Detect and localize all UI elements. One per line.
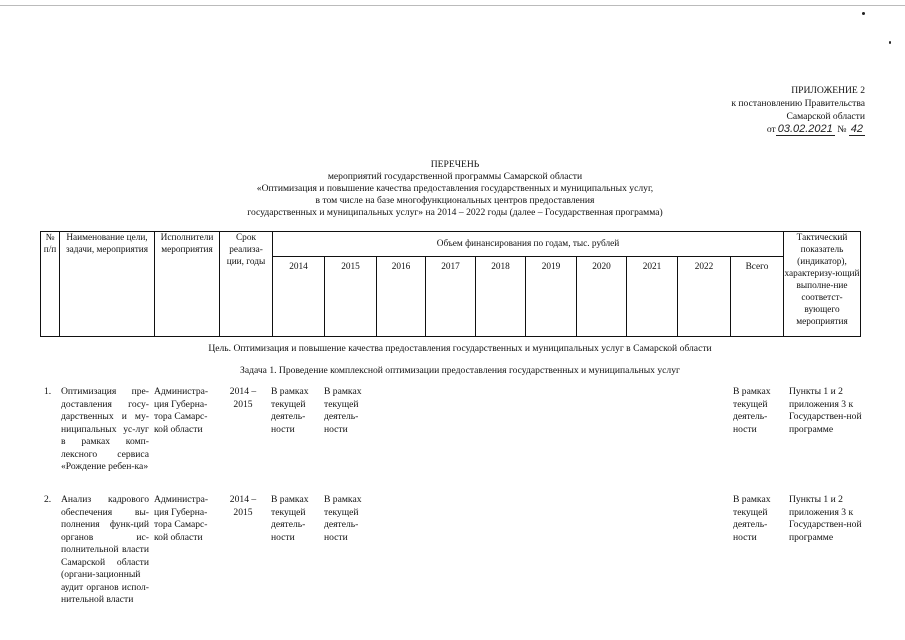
row-term: 2014 – 2015 [229,386,257,410]
header-name: Наименование цели, задачи, мероприятия [60,232,155,337]
table-header [40,231,861,337]
title-line-4: государственных и муниципальных услуг» на 2014 – 2022 годы (далее – Государственная программа) [247,207,663,218]
header-year: 2016 [377,257,426,337]
header-year: 2014 [273,257,325,337]
appendix-line-2: Самарской области [786,111,865,122]
title-line-1: мероприятий государственной программы Самарской области [327,171,583,182]
header-indicator: Тактический показатель (индикатор), характеризу-ющий выполне-ние соответст-вующего мероприятия [784,232,861,337]
row-indicator: Пункты 1 и 2 приложения 3 к Государствен-ной программе [789,494,862,543]
header-funding: Объем финансирования по годам, тыс. рублей [273,232,784,257]
title-line-2: «Оптимизация и повышение качества предоставления государственных и муниципальных услуг, [256,183,654,194]
number-prefix: № [837,124,847,135]
row-funding-total: В рамках текущей деятель-ности [733,494,771,543]
row-num: 1. [44,386,52,397]
appendix-line-1: к постановлению Правительства [731,98,865,109]
header-year: 2022 [678,257,731,337]
task-line: Задача 1. Проведение комплексной оптимизации предоставления государственных и муниципальных услуг [240,365,680,376]
scan-speck [889,41,891,44]
header-num: № п/п [41,232,60,337]
row-executor: Администра-ция Губерна-тора Самарс-кой области [154,386,209,435]
row-term: 2014 – 2015 [229,494,257,518]
header-executor: Исполнители мероприятия [155,232,220,337]
title-heading: ПЕРЕЧЕНЬ [430,159,480,170]
row-indicator: Пункты 1 и 2 приложения 3 к Государствен-ной программе [789,386,862,435]
header-total: Всего [731,257,784,337]
row-num: 2. [44,494,52,505]
header-term: Срок реализа-ции, годы [220,232,273,337]
decree-number: 42 [850,123,863,135]
scan-speck [862,12,865,15]
appendix-date-line [700,123,865,136]
title-line-3: в том числе на базе многофункциональных центров предоставления [315,195,595,206]
header-year: 2021 [627,257,678,337]
row-funding-2014: В рамках текущей деятель-ности [271,386,309,435]
header-year: 2018 [476,257,526,337]
header-year: 2017 [426,257,476,337]
header-year: 2019 [526,257,577,337]
header-year: 2015 [325,257,377,337]
row-name: Оптимизация пре-доставления госу-дарственных и му-ниципальных ус-луг в рамках комп-лексного сервиса «Рождение ребен-ка» [61,386,149,472]
goal-line: Цель. Оптимизация и повышение качества предоставления государственных и муниципальных услуг в Самарской области [208,343,712,354]
row-funding-2015: В рамках текущей деятель-ности [324,386,362,435]
row-name: Анализ кадрового обеспечения вы-полнения функ-ций органов ис-полнительной власти Самарской области (органи-зационный аудит органов испол-нительной власти [61,494,149,605]
appendix-title: ПРИЛОЖЕНИЕ 2 [791,85,865,96]
date-prefix: от [766,124,776,135]
document-title [160,159,750,219]
appendix-block [700,84,865,136]
row-funding-total: В рамках текущей деятель-ности [733,386,771,435]
row-funding-2015: В рамках текущей деятель-ности [324,494,362,543]
row-executor: Администра-ция Губерна-тора Самарс-кой области [154,494,209,543]
decree-date: 03.02.2021 [777,123,833,135]
header-year: 2020 [577,257,627,337]
row-funding-2014: В рамках текущей деятель-ности [271,494,309,543]
scan-top-edge [0,0,905,6]
